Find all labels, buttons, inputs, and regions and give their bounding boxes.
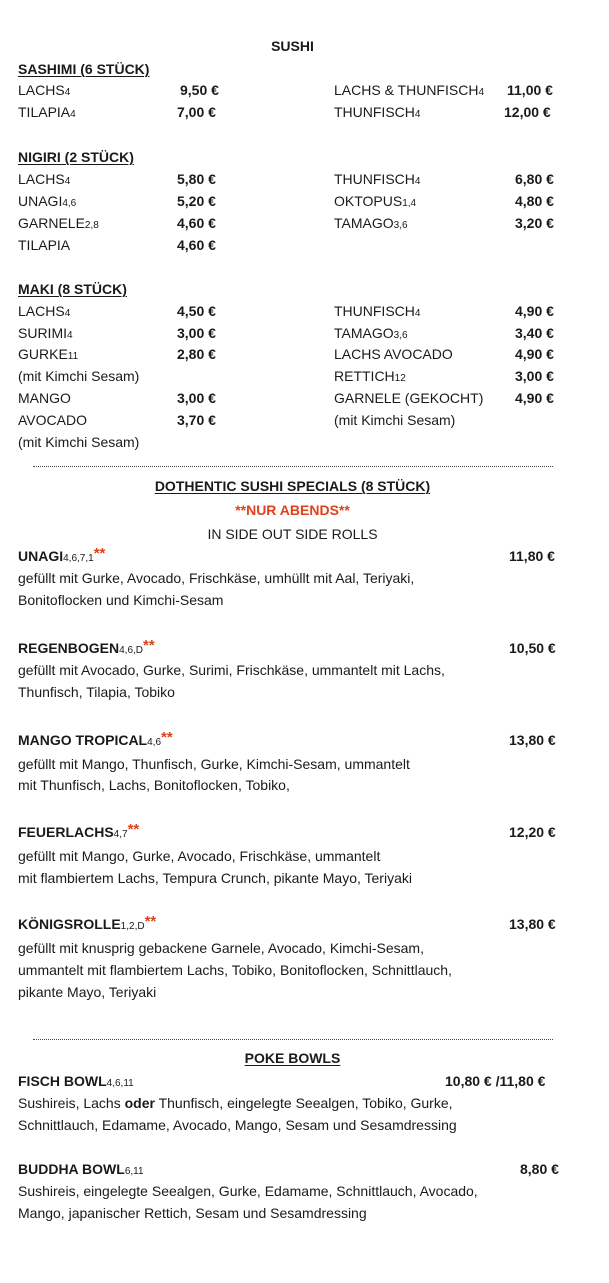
menu-item-price: 3,00 €: [515, 368, 554, 384]
menu-item-name: GARNELE (GEKOCHT): [334, 390, 484, 406]
menu-item-name: GURKE11: [18, 346, 79, 362]
menu-item-price: 3,40 €: [515, 325, 554, 341]
dotted-divider: [33, 1039, 553, 1040]
special-item-price: 12,20 €: [509, 824, 556, 840]
menu-item-price: 4,50 €: [177, 303, 216, 319]
menu-item-name: OKTOPUS1,4: [334, 193, 417, 209]
menu-item-price: 5,20 €: [177, 193, 216, 209]
menu-item-name: AVOCADO: [18, 412, 87, 428]
menu-item-name: UNAGI4,6: [18, 193, 77, 209]
menu-item-price: 3,00 €: [177, 390, 216, 406]
special-item-price: 13,80 €: [509, 732, 556, 748]
menu-item-name: LACHS AVOCADO: [334, 346, 453, 362]
poke-heading: POKE BOWLS: [244, 1050, 341, 1066]
menu-item-price: 5,80 €: [177, 171, 216, 187]
special-item-price: 13,80 €: [509, 916, 556, 932]
dotted-divider: [33, 466, 553, 467]
poke-item-desc: Sushireis, eingelegte Seealgen, Gurke, Edamame, Schnittlauch, Avocado,: [18, 1183, 478, 1199]
special-item-desc: gefüllt mit Avocado, Gurke, Surimi, Frischkäse, ummantelt mit Lachs,: [18, 662, 445, 678]
special-item-desc: gefüllt mit knusprig gebackene Garnele, Avocado, Kimchi-Sesam,: [18, 940, 424, 956]
poke-item-desc: Sushireis, Lachs oder Thunfisch, eingelegte Seealgen, Tobiko, Gurke,: [18, 1095, 453, 1111]
star-marker: **: [161, 729, 173, 746]
menu-item-price: 4,90 €: [515, 303, 554, 319]
menu-item-price: 7,00 €: [177, 104, 216, 120]
menu-item-price: 4,60 €: [177, 215, 216, 231]
nur-abends-note: **NUR ABENDS**: [235, 502, 350, 518]
special-item-desc: mit flambiertem Lachs, Tempura Crunch, pikante Mayo, Teriyaki: [18, 870, 412, 886]
menu-item-name: SURIMI4: [18, 325, 73, 341]
poke-item-name: FISCH BOWL4,6,11: [18, 1073, 134, 1089]
special-item-desc: mit Thunfisch, Lachs, Bonitoflocken, Tobiko,: [18, 777, 290, 793]
menu-item-name: GARNELE2,8: [18, 215, 99, 231]
menu-item-name: TILAPIA: [18, 237, 71, 253]
star-marker: **: [127, 821, 140, 838]
special-item-name: MANGO TROPICAL4,6**: [18, 729, 173, 748]
special-item-desc: ummantelt mit flambiertem Lachs, Tobiko, Bonitoflocken, Schnittlauch,: [18, 962, 452, 978]
menu-item-name: THUNFISCH4: [334, 104, 421, 120]
poke-item-price: 8,80 €: [520, 1161, 559, 1177]
menu-item-name: LACHS4: [18, 171, 71, 187]
menu-item-price: 3,00 €: [177, 325, 216, 341]
menu-item-price: 4,80 €: [515, 193, 554, 209]
menu-item-note: (mit Kimchi Sesam): [18, 368, 140, 384]
maki-heading: MAKI (8 STÜCK): [18, 281, 127, 297]
menu-item-price: 3,70 €: [177, 412, 216, 428]
menu-item-price: 11,00 €: [507, 82, 553, 98]
menu-item-name: RETTICH12: [334, 368, 406, 384]
special-item-desc: gefüllt mit Mango, Gurke, Avocado, Frischkäse, ummantelt: [18, 848, 381, 864]
poke-item-name: BUDDHA BOWL6,11: [18, 1161, 144, 1177]
menu-item-name: THUNFISCH4: [334, 171, 421, 187]
special-item-desc: Thunfisch, Tilapia, Tobiko: [18, 684, 175, 700]
menu-item-price: 6,80 €: [515, 171, 554, 187]
page-title: SUSHI: [271, 38, 314, 54]
menu-item-name: TAMAGO3,6: [334, 325, 408, 341]
poke-item-desc: Mango, japanischer Rettich, Sesam und Sesamdressing: [18, 1205, 367, 1221]
menu-item-price: 4,90 €: [515, 346, 554, 362]
special-item-desc: pikante Mayo, Teriyaki: [18, 984, 157, 1000]
special-item-price: 10,50 €: [509, 640, 556, 656]
menu-item-price: 3,20 €: [515, 215, 554, 231]
menu-item-name: LACHS4: [18, 303, 71, 319]
menu-item-name: TILAPIA4: [18, 104, 76, 120]
special-item-name: KÖNIGSROLLE1,2,D**: [18, 913, 157, 932]
special-item-desc: gefüllt mit Gurke, Avocado, Frischkäse, umhüllt mit Aal, Teriyaki,: [18, 570, 415, 586]
menu-item-price: 2,80 €: [177, 346, 216, 362]
menu-item-name: TAMAGO3,6: [334, 215, 408, 231]
menu-item-note: (mit Kimchi Sesam): [334, 412, 456, 428]
special-item-name: REGENBOGEN4,6,D**: [18, 637, 155, 656]
menu-item-name: THUNFISCH4: [334, 303, 421, 319]
special-item-desc: Bonitoflocken und Kimchi-Sesam: [18, 592, 224, 608]
specials-heading: DOTHENTIC SUSHI SPECIALS (8 STÜCK): [154, 478, 431, 494]
menu-item-price: 4,60 €: [177, 237, 216, 253]
menu-item-name: LACHS & THUNFISCH4: [334, 82, 484, 98]
menu-item-name: LACHS4: [18, 82, 71, 98]
specials-subheading: IN SIDE OUT SIDE ROLLS: [207, 526, 378, 542]
poke-item-desc: Schnittlauch, Edamame, Avocado, Mango, Sesam und Sesamdressing: [18, 1117, 457, 1133]
special-item-price: 11,80 €: [509, 548, 555, 564]
menu-item-price: 12,00 €: [504, 104, 551, 120]
menu-item-note: (mit Kimchi Sesam): [18, 434, 140, 450]
sashimi-heading: SASHIMI (6 STÜCK): [18, 61, 150, 77]
star-marker: **: [93, 545, 106, 562]
special-item-desc: gefüllt mit Mango, Thunfisch, Gurke, Kimchi-Sesam, ummantelt: [18, 756, 410, 772]
menu-item-price: 4,90 €: [515, 390, 554, 406]
nigiri-heading: NIGIRI (2 STÜCK): [18, 149, 134, 165]
star-marker: **: [144, 913, 157, 930]
menu-item-name: MANGO: [18, 390, 71, 406]
special-item-name: FEUERLACHS4,7**: [18, 821, 140, 840]
menu-item-price: 9,50 €: [180, 82, 219, 98]
poke-item-price: 10,80 € /11,80 €: [445, 1073, 546, 1089]
star-marker: **: [143, 637, 155, 654]
special-item-name: UNAGI4,6,7,1**: [18, 545, 106, 564]
